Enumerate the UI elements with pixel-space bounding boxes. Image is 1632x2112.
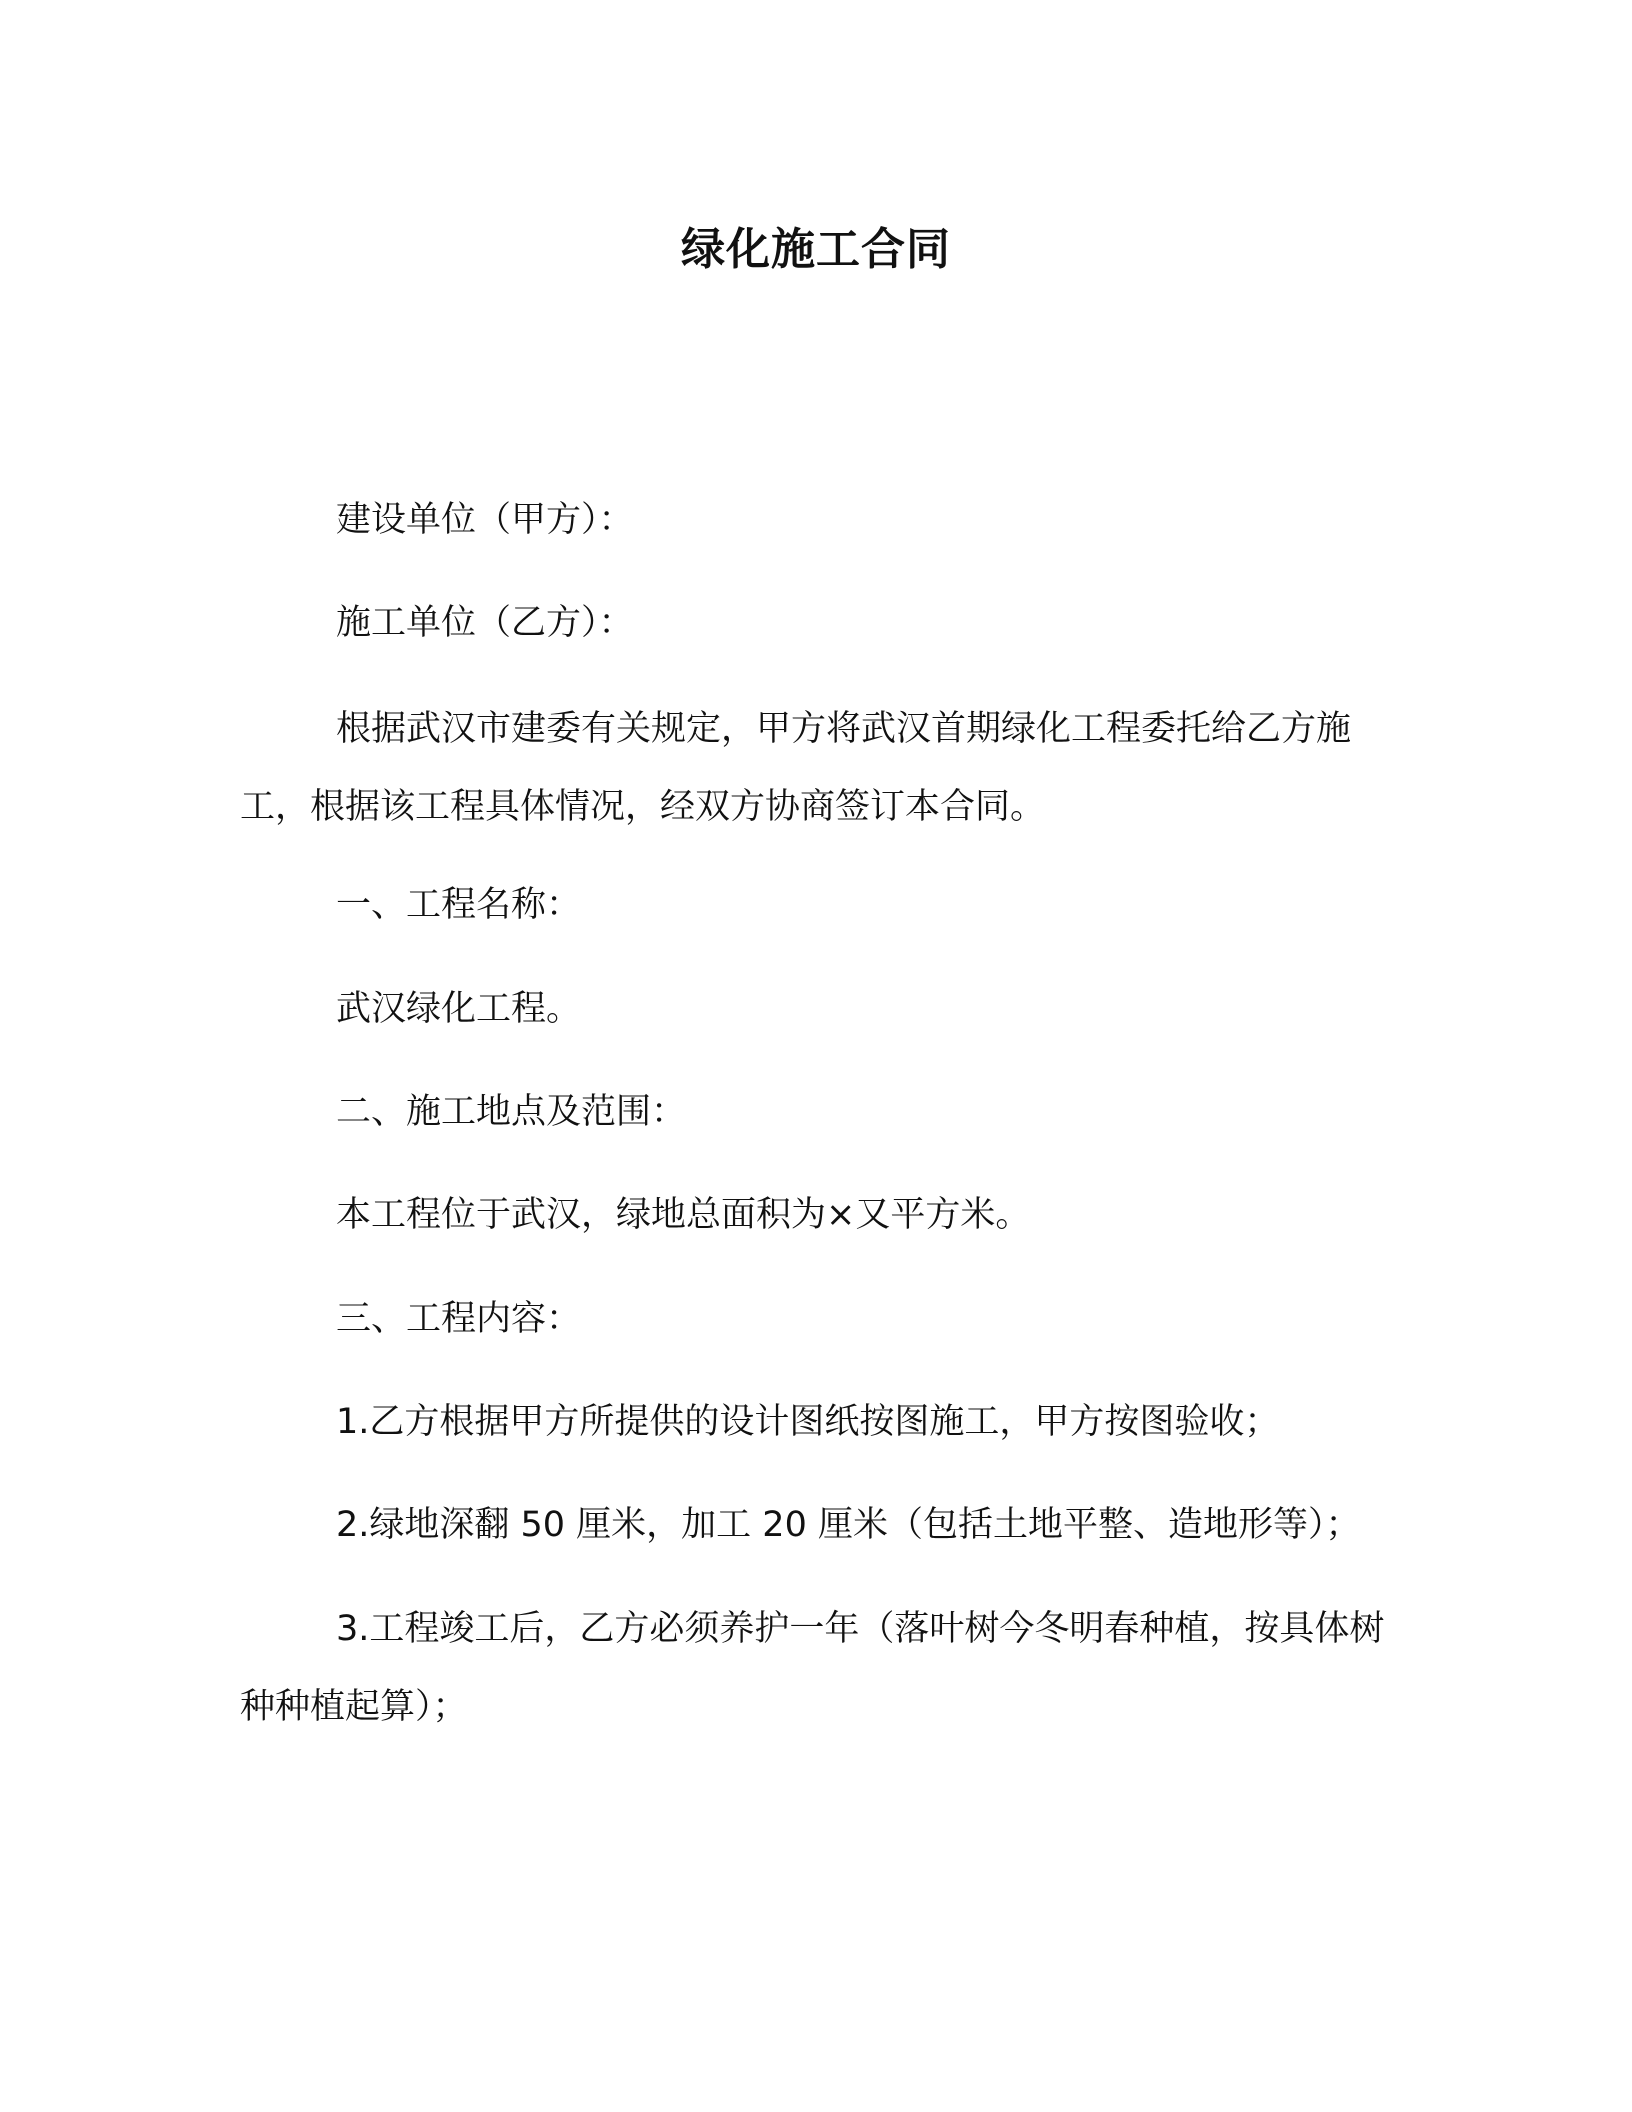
section-heading-project-name: 一、工程名称： [336, 885, 582, 925]
content-item-2: 2.绿地深翻 50 厘米，加工 20 厘米（包括土地平整、造地形等）； [336, 1505, 1361, 1545]
location-text: 本工程位于武汉，绿地总面积为×又平方米。 [336, 1195, 1031, 1235]
project-name-text: 武汉绿化工程。 [336, 989, 582, 1029]
section-heading-location: 二、施工地点及范围： [336, 1092, 687, 1132]
party-a-line: 建设单位（甲方）： [336, 500, 634, 540]
party-b-line: 施工单位（乙方）： [336, 603, 634, 643]
document-title: 绿化施工合同 [681, 224, 951, 275]
content-item-3: 3.工程竣工后，乙方必须养护一年（落叶树今冬明春种植，按具体树种种植起算）； [240, 1609, 1385, 1727]
content-item-1: 1.乙方根据甲方所提供的设计图纸按图施工，甲方按图验收； [336, 1402, 1280, 1442]
intro-paragraph: 根据武汉市建委有关规定，甲方将武汉首期绿化工程委托给乙方施工，根据该工程具体情况，经双方协商签订本合同。 [240, 709, 1352, 827]
section-heading-content: 三、工程内容： [336, 1299, 582, 1339]
